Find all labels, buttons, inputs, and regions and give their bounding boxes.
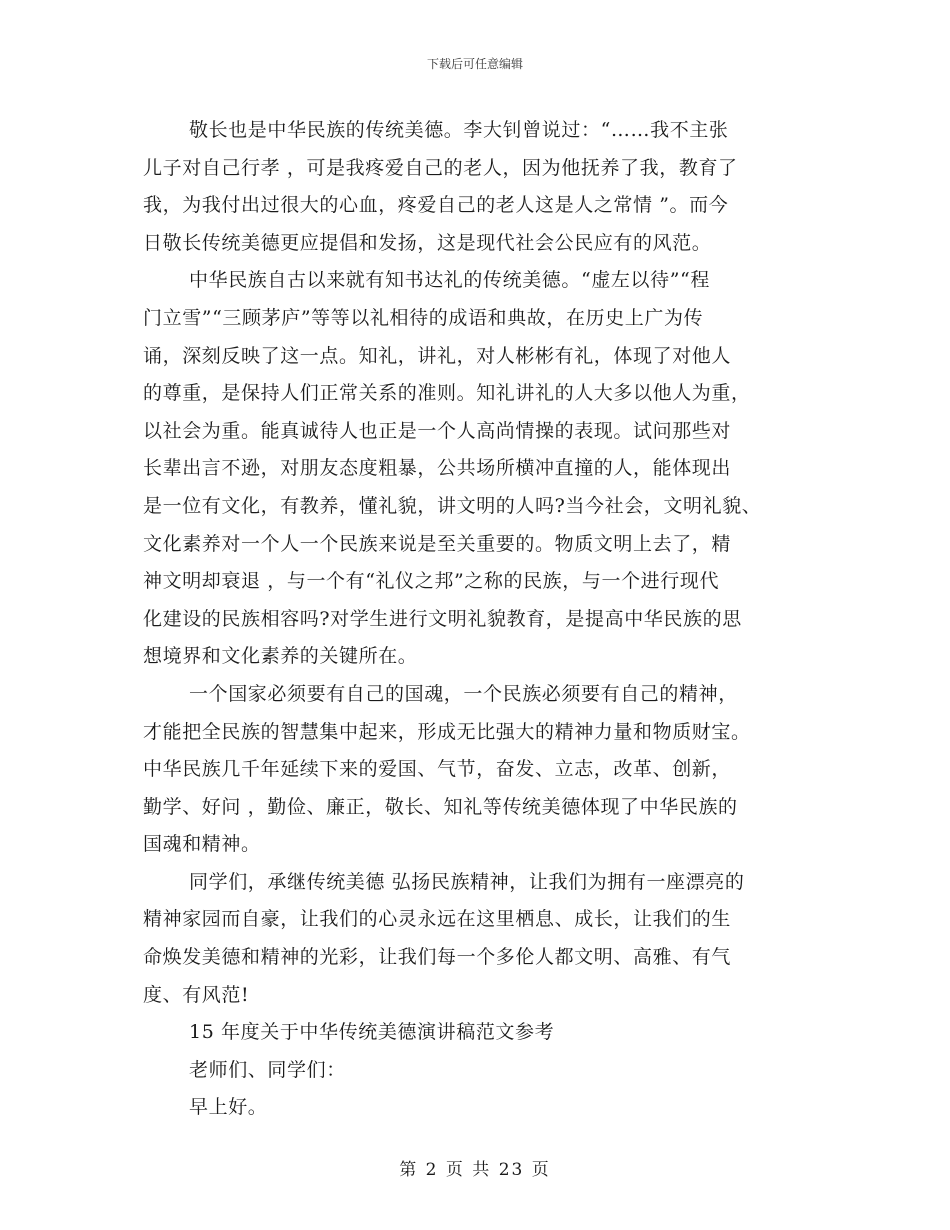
- text-line: 日敬长传统美德更应提倡和发扬，这是现代社会公民应有的风范。: [143, 231, 712, 254]
- text-line: 同学们，承继传统美德 弘扬民族精神，让我们为拥有一座漂亮的: [189, 870, 745, 893]
- paragraph-national-spirit: [143, 676, 808, 864]
- page-header: 下载后可任意编辑: [426, 57, 523, 71]
- text-line: 是一位有文化，有教养，懂礼貌，讲文明的人吗?当今社会，文明礼貌、: [143, 494, 762, 517]
- text-line: 勤学、好问 ，勤俭、廉正，敬长、知礼等传统美德体现了中华民族的: [143, 795, 738, 818]
- text-line: 度、有风范!: [143, 983, 250, 1006]
- greeting: [143, 1089, 808, 1127]
- text-line: 以社会为重。能真诚待人也正是一个人高尚情操的表现。试问那些对: [143, 419, 732, 442]
- text-line: 神文明却衰退 ，与一个有“礼仪之邦”之称的民族，与一个进行现代: [143, 570, 720, 593]
- text-line: 命焕发美德和精神的光彩，让我们每一个多伦人都文明、高雅、有气: [143, 946, 732, 969]
- text-line: 我，为我付出过很大的心血，疼爱自己的老人这是人之常情 ”。而今: [143, 194, 729, 217]
- text-line: 化建设的民族相容吗?对学生进行文明礼貌教育，是提高中华民族的思: [143, 607, 742, 630]
- text-line: 儿子对自己行孝 ，可是我疼爱自己的老人，因为他抚养了我，教育了: [143, 156, 738, 179]
- document-body: [143, 112, 808, 1127]
- text-line: 早上好。: [189, 1096, 268, 1119]
- text-line: 中华民族几千年延续下来的爱国、气节，奋发、立志，改革、创新，: [143, 758, 732, 781]
- text-line: 才能把全民族的智慧集中起来，形成无比强大的精神力量和物质财宝。: [143, 720, 751, 743]
- text-line: 国魂和精神。: [143, 833, 261, 856]
- text-line: 一个国家必须要有自己的国魂，一个民族必须要有自己的精神，: [189, 682, 738, 705]
- text-line: 老师们、同学们：: [189, 1058, 346, 1081]
- paragraph-courtesy: [143, 262, 808, 676]
- text-line: 中华民族自古以来就有知书达礼的传统美德。“虚左以待”“程: [189, 269, 710, 292]
- text-line: 的尊重，是保持人们正常关系的准则。知礼讲礼的人大多以他人为重，: [143, 382, 751, 405]
- text-line: 长辈出言不逊，对朋友态度粗暴，公共场所横冲直撞的人，能体现出: [143, 457, 732, 480]
- paragraph-respect-elders: [143, 112, 808, 262]
- text-line: 文化素养对一个人一个民族来说是至关重要的。物质文明上去了，精: [143, 532, 732, 555]
- salutation: [143, 1052, 808, 1090]
- text-line: 敬长也是中华民族的传统美德。李大钊曾说过：“……我不主张: [189, 119, 729, 141]
- text-line: 门立雪”“三顾茅庐”等等以礼相待的成语和典故，在历史上广为传: [143, 306, 704, 329]
- text-line: 15 年度关于中华传统美德演讲稿范文参考: [189, 1021, 555, 1044]
- text-line: 精神家园而自豪，让我们的心灵永远在这里栖息、成长，让我们的生: [143, 908, 732, 931]
- section-title: [143, 1014, 808, 1052]
- page-number-footer: 第 2 页 共 23 页: [399, 1160, 551, 1180]
- paragraph-closing: [143, 864, 808, 1014]
- text-line: 想境界和文化素养的关键所在。: [143, 645, 418, 668]
- text-line: 诵，深刻反映了这一点。知礼，讲礼，对人彬彬有礼，体现了对他人: [143, 344, 732, 367]
